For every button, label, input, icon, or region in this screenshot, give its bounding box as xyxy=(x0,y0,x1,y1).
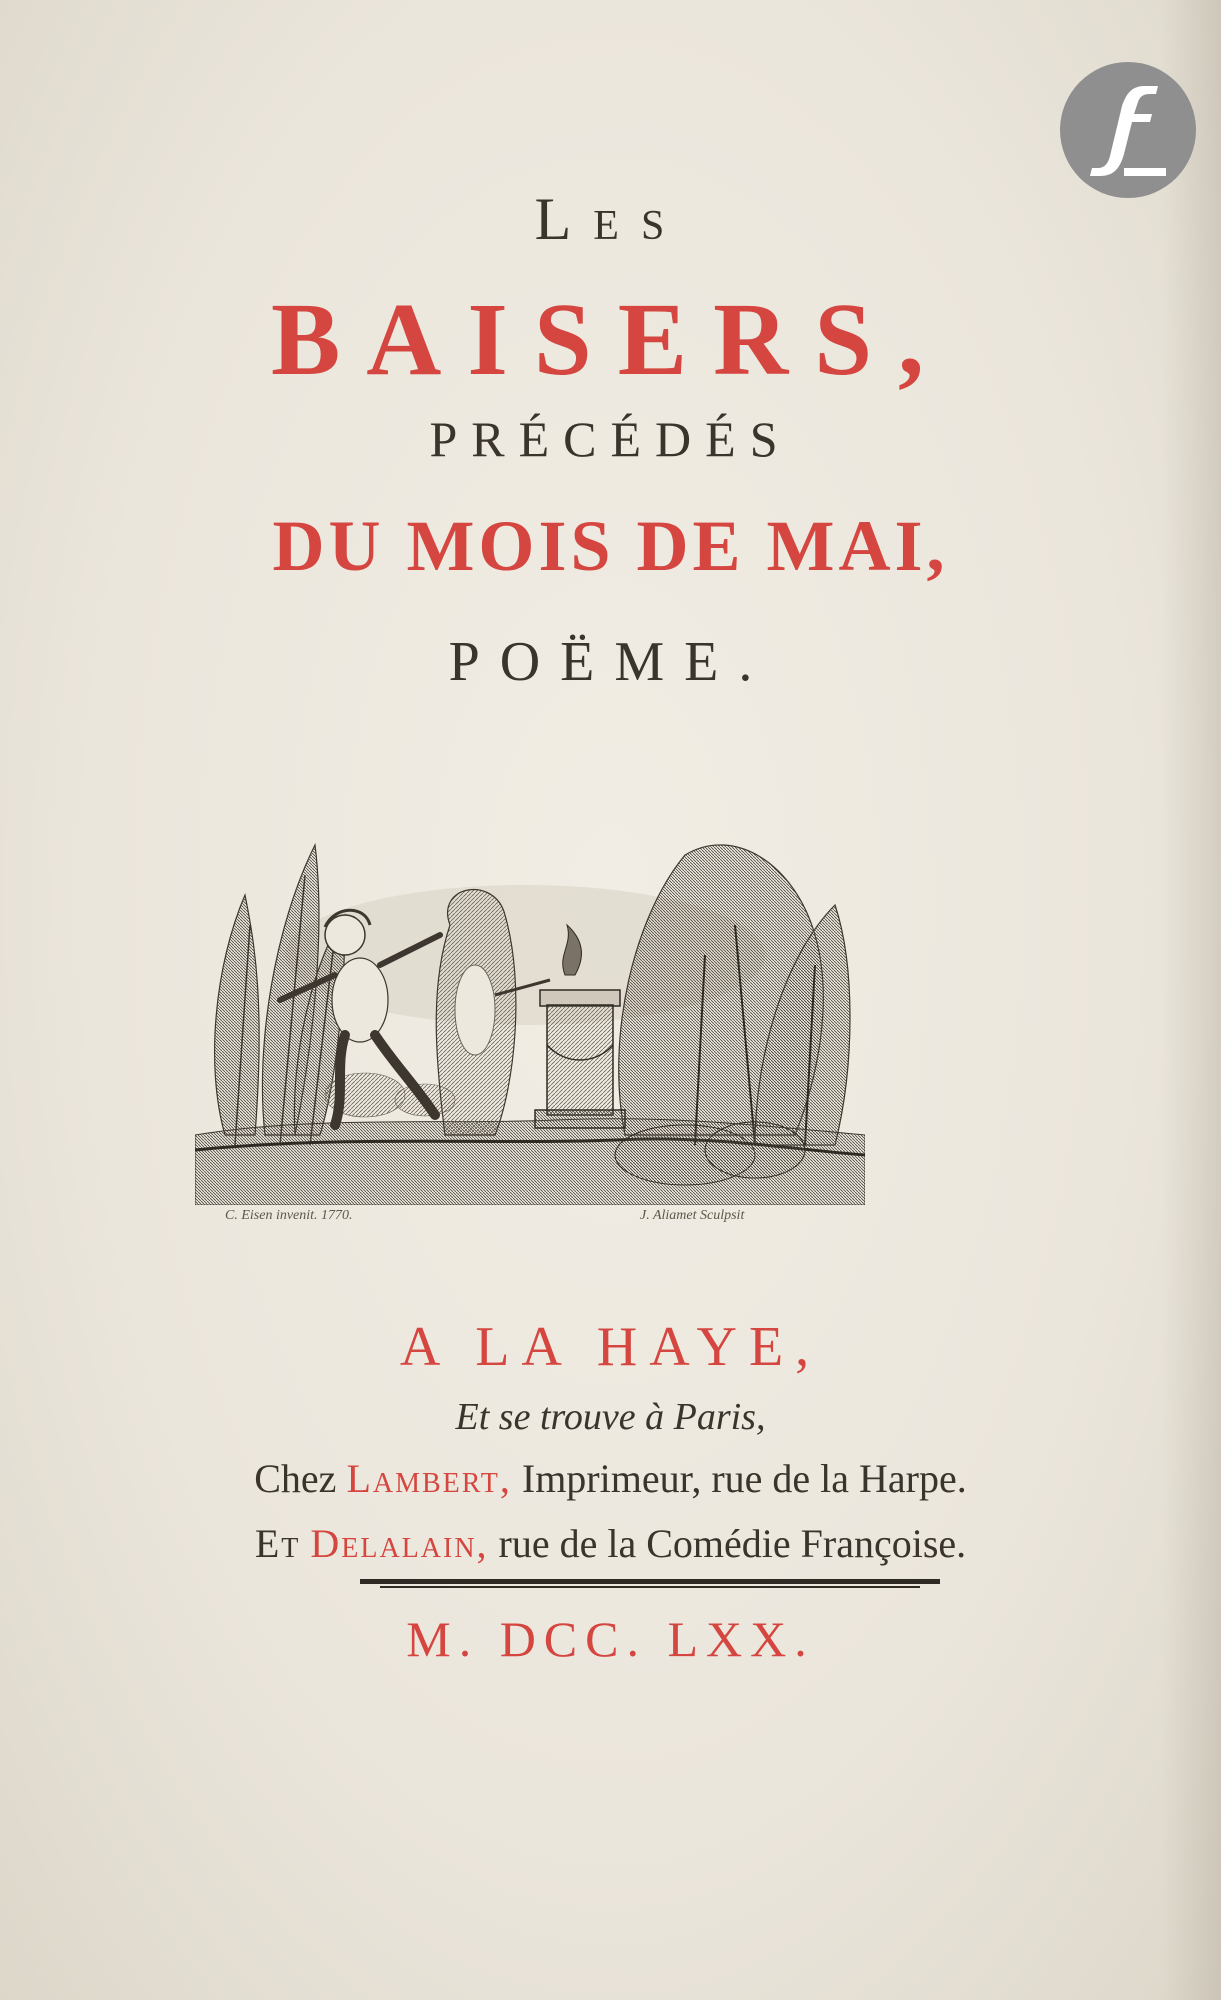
et-prefix: Et xyxy=(254,1521,301,1566)
title-line-precedes: PRÉCÉDÉS xyxy=(429,411,792,467)
engraving-caption-left: C. Eisen invenit. 1770. xyxy=(225,1208,353,1223)
ornamental-rule xyxy=(360,1577,940,1593)
publisher2-address: rue de la Comédie Françoise. xyxy=(498,1521,967,1566)
imprint-place: A LA HAYE, xyxy=(399,1316,822,1378)
imprint-date: M. DCC. LXX. xyxy=(406,1611,815,1667)
title-line-mois-de-mai: DU MOIS DE MAI, xyxy=(272,506,949,586)
title-line-poeme: POËME. xyxy=(448,631,773,693)
publisher1-address: Imprimeur, rue de la Harpe. xyxy=(521,1456,967,1501)
imprint-publisher2-line xyxy=(0,1520,1221,1567)
imprint-publisher1-line xyxy=(0,1455,1221,1502)
imprint-sold-at: Et se trouve à Paris, xyxy=(455,1396,766,1438)
chez-prefix: Chez xyxy=(254,1456,337,1501)
publisher1-name: Lambert, xyxy=(346,1456,512,1501)
engraving-caption-right: J. Aliamet Sculpsit xyxy=(640,1208,745,1223)
publisher2-name: Delalain, xyxy=(310,1521,489,1566)
title-line-les: Les xyxy=(534,186,687,252)
title-line-baisers: BAISERS, xyxy=(270,282,951,397)
auction-house-logo-icon xyxy=(1058,60,1198,200)
engraving-vignette xyxy=(195,805,865,1205)
